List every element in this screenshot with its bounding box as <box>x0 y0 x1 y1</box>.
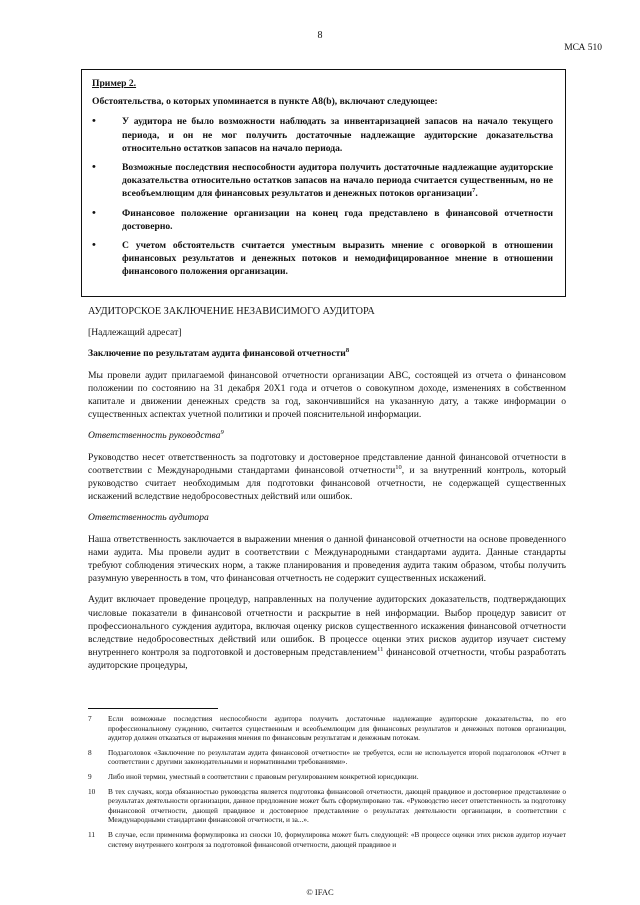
bullet-icon: • <box>92 161 96 174</box>
footnote-text: Либо иной термин, уместный в соответствии с правовым регулированием конкретной юрисдикции. <box>108 771 419 781</box>
bullet-text: Возможные последствия неспособности аудитора получить достаточные надлежащие аудиторские доказательства относительно остатков запасов на начало периода считается существенным, но не всеобъемлющим для финансовых результатов и денежных потоков организации <box>122 162 553 200</box>
example-box <box>81 69 566 297</box>
footnote-text: В тех случаях, когда обязанностью руководства является подготовка финансовой отчетности, дающей правдивое и достоверное представление о результатах деятельности организации, данное предложение может быть сформулировано так. «Руководство несет ответственность за подготовку финансовой отчетности, дающей правдивое и достоверное представление о результатах деятельности организации, в соответствии с Международными стандартами финансовой отчетности, и за...». <box>108 786 566 825</box>
footnote-ref[interactable]: 9 <box>220 429 224 437</box>
footnote-ref[interactable]: 8 <box>345 347 350 355</box>
bullet-icon: • <box>92 239 96 252</box>
example-intro: Обстоятельства, о которых упоминается в пункте А8(b), включают следующее: <box>92 96 438 108</box>
bullet-text: Финансовое положение организации на конец года представлено в финансовой отчетности достоверно. <box>122 207 553 232</box>
bullet-text: С учетом обстоятельств считается уместным выразить мнение с оговоркой в отношении финансовых результатов и денежных потоков и немодифицированное мнение в отношении финансового положения организации. <box>122 240 553 278</box>
footnote <box>88 748 566 767</box>
management-paragraph <box>88 451 566 504</box>
footnote-number: 8 <box>88 747 92 757</box>
list-item <box>92 239 553 279</box>
footnotes <box>88 714 566 854</box>
example-title: Пример 2. <box>92 78 137 89</box>
document-code: МСА 510 <box>564 43 602 53</box>
report-body <box>88 305 566 681</box>
bullet-text: У аудитора не было возможности наблюдать за инвентаризацией запасов на начало текущего периода, и он не мог получить достаточные надлежащие аудиторские доказательства относительно остатков запасов на начало периода. <box>122 116 553 154</box>
auditor-paragraph-1: Наша ответственность заключается в выражении мнения о данной финансовой отчетности на основе проведенного нами аудита. Мы провели аудит в соответствии с Международными стандартами аудита. Данные стандарты требуют соблюдения этических норм, а также планирования и проведения аудита таким образом, чтобы получить разумную уверенность в том, что финансовая отчетность не содержит существенных искажений. <box>88 533 566 585</box>
footnote <box>88 787 566 825</box>
footnote-number: 11 <box>88 829 96 839</box>
opinion-heading <box>88 347 566 360</box>
management-heading-text: Ответственность руководства <box>88 430 221 442</box>
addressee: [Надлежащий адресат] <box>88 327 182 339</box>
auditor-responsibility-heading: Ответственность аудитора <box>88 512 209 524</box>
management-text-b: , и за внутренний контроль, который руководство считает необходимым для подготовки финансовой отчетности, не содержащей существенных искажений вследствие недобросовестных действий или ошибок. <box>88 464 566 503</box>
footnote-ref[interactable]: 10 <box>395 463 402 471</box>
footnote-number: 10 <box>88 786 96 796</box>
footnote-divider <box>88 708 218 709</box>
management-text-a: Руководство несет ответственность за подготовку и достоверное представление данной финансовой отчетности в соответствии с Международными стандартами финансовой отчетности <box>88 451 566 476</box>
list-item <box>92 207 553 233</box>
footnote-text: В случае, если применима формулировка из сноски 10, формулировка может быть следующей: «В процессе оценки этих рисков аудитор изучает систему внутреннего контроля за подготовкой финансовой отчетности, дающей правдивое и <box>108 829 566 849</box>
footnote-ref[interactable]: 7 <box>472 187 476 195</box>
footnote-ref[interactable]: 11 <box>377 646 384 654</box>
footnote-text: Подзаголовок «Заключение по результатам аудита финансовой отчетности» не требуется, если не используется второй подзаголовок «Отчет в соответствии с другими законодательными и нормативными требованиями». <box>108 747 566 767</box>
auditor-text-a: Аудит включает проведение процедур, направленных на получение аудиторских доказательств, подтверждающих числовые показатели в финансовой отчетности и раскрытие в ней информации. Выбор процедур зависит от профессионального суждения аудитора, включая оценку рисков существенного искажения финансовой отчетности вследствие недобросовестных действий или ошибок. В процессе оценки этих рисков аудитор изучает систему внутреннего контроля за подготовкой и достоверным представлением <box>88 594 566 659</box>
copyright: © IFAC <box>306 887 334 897</box>
intro-paragraph: Мы провели аудит прилагаемой финансовой отчетности организации АВС, состоящей из отчета о финансовом положении по состоянию на 31 декабря 20X1 года и отчетов о совокупном доходе, изменениях в собственном капитале и движении денежных средств за год, закончившийся на указанную дату, а также информации о существенных аспектах учетной политики и прочей пояснительной информации. <box>88 369 566 421</box>
auditor-paragraph-2 <box>88 593 566 672</box>
footnote-text: Если возможные последствия неспособности аудитора получить достаточные надлежащие аудиторские доказательства, по его профессиональному суждению, считается существенным и всеобъемлющим для финансовых результатов и денежных потоков организации, аудитор должен отказаться от выражения мнения по финансовым результатам и денежным потокам. <box>108 714 566 743</box>
bullet-icon: • <box>92 115 96 128</box>
example-bullet-list <box>92 115 553 278</box>
list-item: • Возможные последствия неспособности аудитора получить достаточные надлежащие аудиторские доказательства относительно остатков запасов на начало периода считается существенным, но не всеобъемлющим для финансовых результатов и денежных потоков организации$^7$. <box>92 161 553 200</box>
list-item <box>92 115 553 155</box>
bullet-icon: • <box>92 206 96 219</box>
footnote-number: 7 <box>88 714 92 723</box>
footnote <box>88 830 566 849</box>
report-heading: АУДИТОРСКОЕ ЗАКЛЮЧЕНИЕ НЕЗАВИСИМОГО АУДИТОРА <box>88 306 375 317</box>
footnote <box>88 772 566 782</box>
management-responsibility-heading <box>88 429 566 442</box>
page-number: 8 <box>317 30 323 41</box>
auditor-text-b: финансовой отчетности, чтобы разработать аудиторские процедуры, <box>88 647 566 672</box>
opinion-heading-text: Заключение по результатам аудита финансовой отчетности <box>88 348 346 360</box>
footnote <box>88 714 566 743</box>
footnote-number: 9 <box>88 771 92 781</box>
